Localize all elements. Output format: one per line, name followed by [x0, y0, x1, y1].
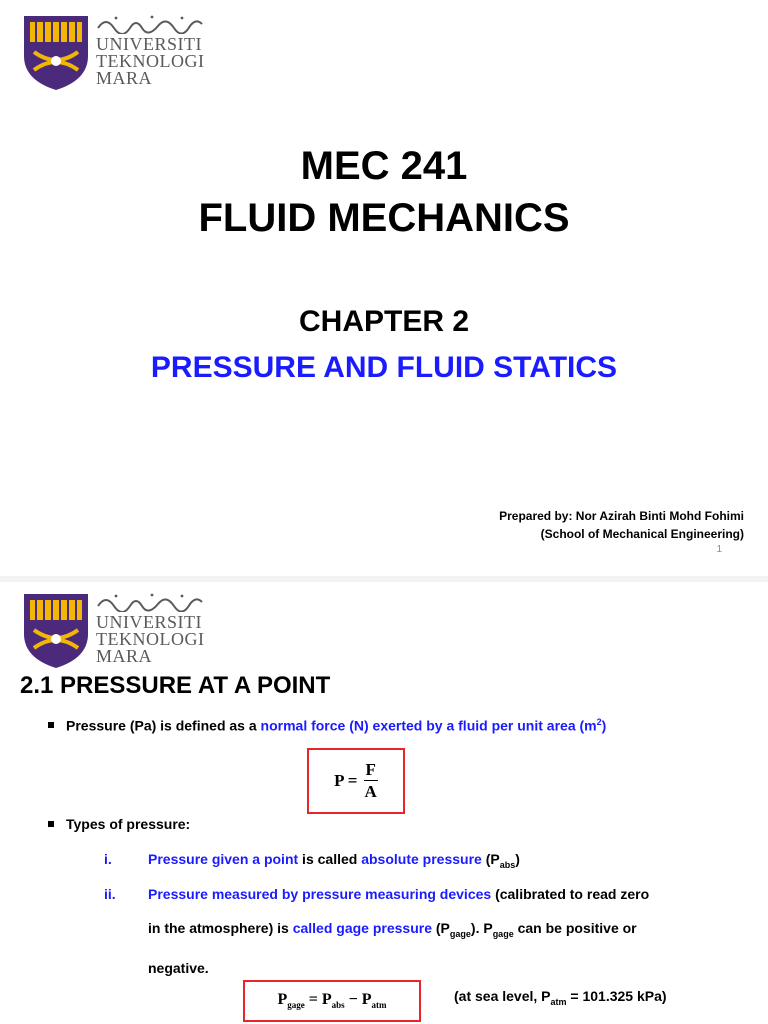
subscript: atm	[371, 1000, 387, 1011]
university-name-line: MARA	[96, 646, 153, 666]
formula-lhs: P =	[334, 771, 358, 790]
bullet-types-of-pressure	[66, 816, 190, 832]
sea-level-note	[454, 988, 667, 1007]
subscript: atm	[550, 996, 567, 1007]
list-number: ii.	[104, 886, 116, 902]
chapter-title: PRESSURE AND FLUID STATICS	[150, 351, 618, 384]
list-number: i.	[104, 851, 112, 867]
subscript: gage	[449, 928, 471, 939]
text: (P	[432, 920, 450, 936]
text: )	[515, 851, 520, 867]
bullet-pressure-definition	[66, 717, 606, 734]
course-title	[0, 140, 768, 244]
subscript: gage	[492, 928, 514, 939]
page-number: 1	[716, 544, 722, 555]
university-name-line: TEKNOLOGI	[96, 629, 205, 649]
list-text	[148, 842, 744, 882]
highlight-text: called gage pressure	[292, 920, 432, 936]
university-logo	[20, 12, 206, 92]
text: (P	[481, 851, 500, 867]
fraction	[364, 760, 378, 802]
text: (at sea level, P	[454, 988, 551, 1004]
symbol: P	[277, 991, 288, 1009]
content-slide	[0, 582, 768, 1024]
bullet-text: Types of pressure:	[66, 816, 191, 832]
formula-text	[277, 991, 386, 1010]
bullet-text: Pressure (Pa) is defined as a	[66, 717, 261, 734]
subscript: abs	[331, 1000, 345, 1011]
university-name-line: TEKNOLOGI	[96, 51, 205, 71]
text: negative.	[148, 959, 209, 976]
highlight-text: )	[601, 717, 607, 734]
text: = 101.325 kPa)	[566, 988, 667, 1004]
list-text	[148, 877, 744, 985]
superscript: 2	[596, 717, 602, 727]
jawi-script	[96, 12, 204, 34]
course-name: FLUID MECHANICS	[198, 196, 570, 240]
university-name	[96, 614, 204, 665]
chapter-block	[0, 302, 768, 388]
school-name: (School of Mechanical Engineering)	[540, 527, 744, 541]
uitm-crest-icon	[20, 590, 92, 670]
highlight-text: Pressure measured by pressure measuring devices	[148, 886, 492, 902]
jawi-script	[96, 590, 204, 612]
subscript: abs	[499, 859, 516, 870]
section-heading: 2.1 PRESSURE AT A POINT	[20, 672, 331, 699]
university-logo	[20, 590, 206, 670]
highlight-text: Pressure given a point	[148, 851, 299, 867]
gage-pressure-formula	[243, 980, 421, 1022]
text: ). P	[470, 920, 493, 936]
pressure-formula	[307, 748, 405, 814]
text: is called	[298, 851, 362, 867]
highlight-text: absolute pressure	[361, 851, 482, 867]
author-credit	[499, 507, 744, 543]
bullet-marker	[48, 722, 54, 728]
symbol: − P	[344, 991, 372, 1009]
course-code: MEC 241	[300, 144, 468, 188]
numerator: F	[365, 760, 376, 779]
university-name-line: MARA	[96, 68, 153, 88]
uitm-crest-icon	[20, 12, 92, 92]
bullet-marker	[48, 821, 54, 827]
highlight-text: normal force (N) exerted by a fluid per unit area (m	[260, 717, 597, 734]
university-name	[96, 36, 204, 87]
prepared-by: Prepared by: Nor Azirah Binti Mohd Fohimi	[499, 509, 744, 523]
text: in the atmosphere) is	[148, 920, 293, 936]
university-name-line: UNIVERSITI	[96, 612, 202, 632]
subscript: gage	[287, 1000, 305, 1011]
text: (calibrated to read zero	[491, 886, 650, 902]
symbol: = P	[304, 991, 332, 1009]
university-name-line: UNIVERSITI	[96, 34, 202, 54]
denominator: A	[364, 782, 377, 801]
chapter-number: CHAPTER 2	[298, 305, 470, 338]
text: can be positive or	[513, 920, 637, 936]
